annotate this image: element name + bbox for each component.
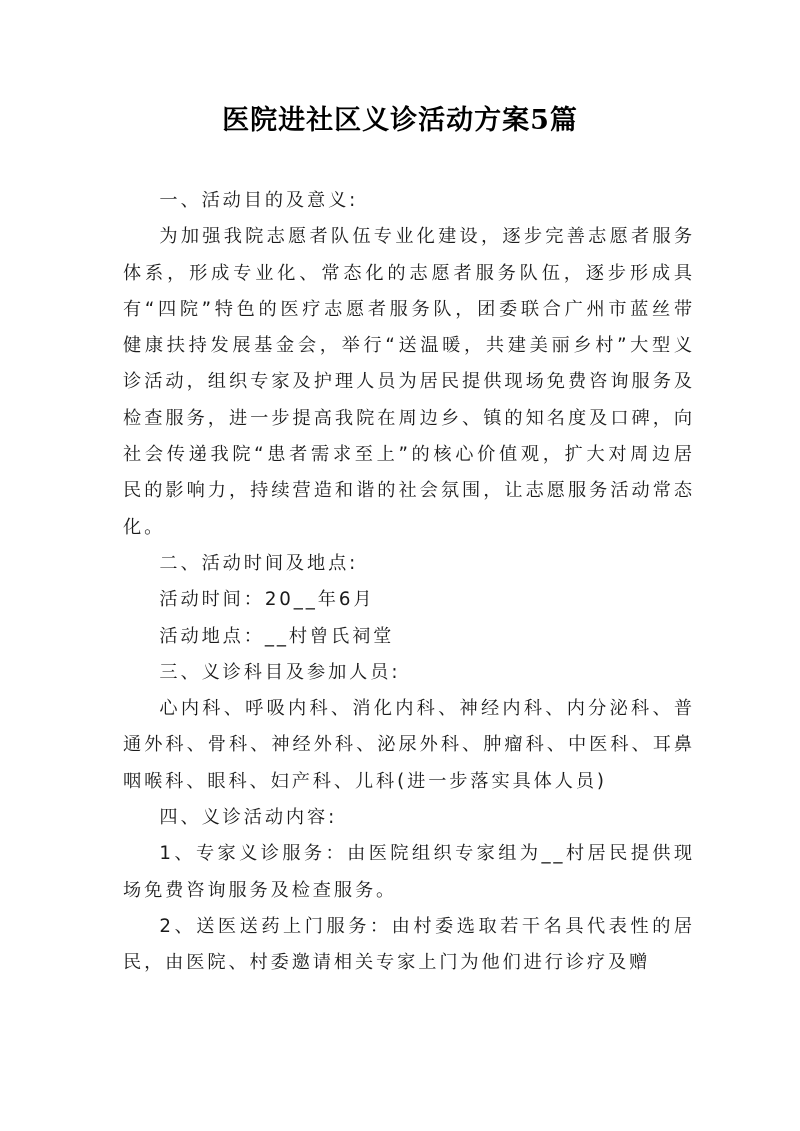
document-title: 医院进社区义诊活动方案5篇: [222, 105, 578, 136]
paragraph-content-2: 2、送医送药上门服务：由村委选取若干名具代表性的居民，由医院、村委邀请相关专家上门为他们进行诊疗及赠: [123, 915, 695, 974]
activity-time: 活动时间：20__年6月: [159, 589, 375, 611]
paragraph-content-1: 1、专家义诊服务：由医院组织专家组为__村居民提供现场免费咨询服务及检查服务。: [123, 843, 695, 901]
paragraph-departments: 心内科、呼吸内科、消化内科、神经内科、内分泌科、普通外科、骨科、神经外科、泌尿外科、肿瘤科、中医科、耳鼻咽喉科、眼科、妇产科、儿科(进一步落实具体人员): [123, 698, 695, 792]
document-body: [123, 183, 695, 982]
section-heading-purpose: 一、活动目的及意义:: [159, 190, 359, 211]
section-heading-time-place: 二、活动时间及地点:: [159, 552, 359, 574]
section-heading-content: 四、义诊活动内容:: [159, 807, 338, 829]
activity-place: 活动地点：__村曾氏祠堂: [159, 625, 395, 647]
paragraph-purpose: 为加强我院志愿者队伍专业化建设，逐步完善志愿者服务体系，形成专业化、常态化的志愿者服务队伍，逐步形成具有“四院”特色的医疗志愿者服务队，团委联合广州市蓝丝带健康扶持发展基金会，举行“送温暖，共建美丽乡村”大型义诊活动，组织专家及护理人员为居民提供现场免费咨询服务及检查服务，进一步提高我院在周边乡、镇的知名度及口碑，向社会传递我院“患者需求至上”的核心价值观，扩大对周边居民的影响力，持续营造和谐的社会氛围，让志愿服务活动常态化。: [123, 226, 695, 538]
section-heading-departments: 三、义诊科目及参加人员:: [159, 661, 401, 683]
